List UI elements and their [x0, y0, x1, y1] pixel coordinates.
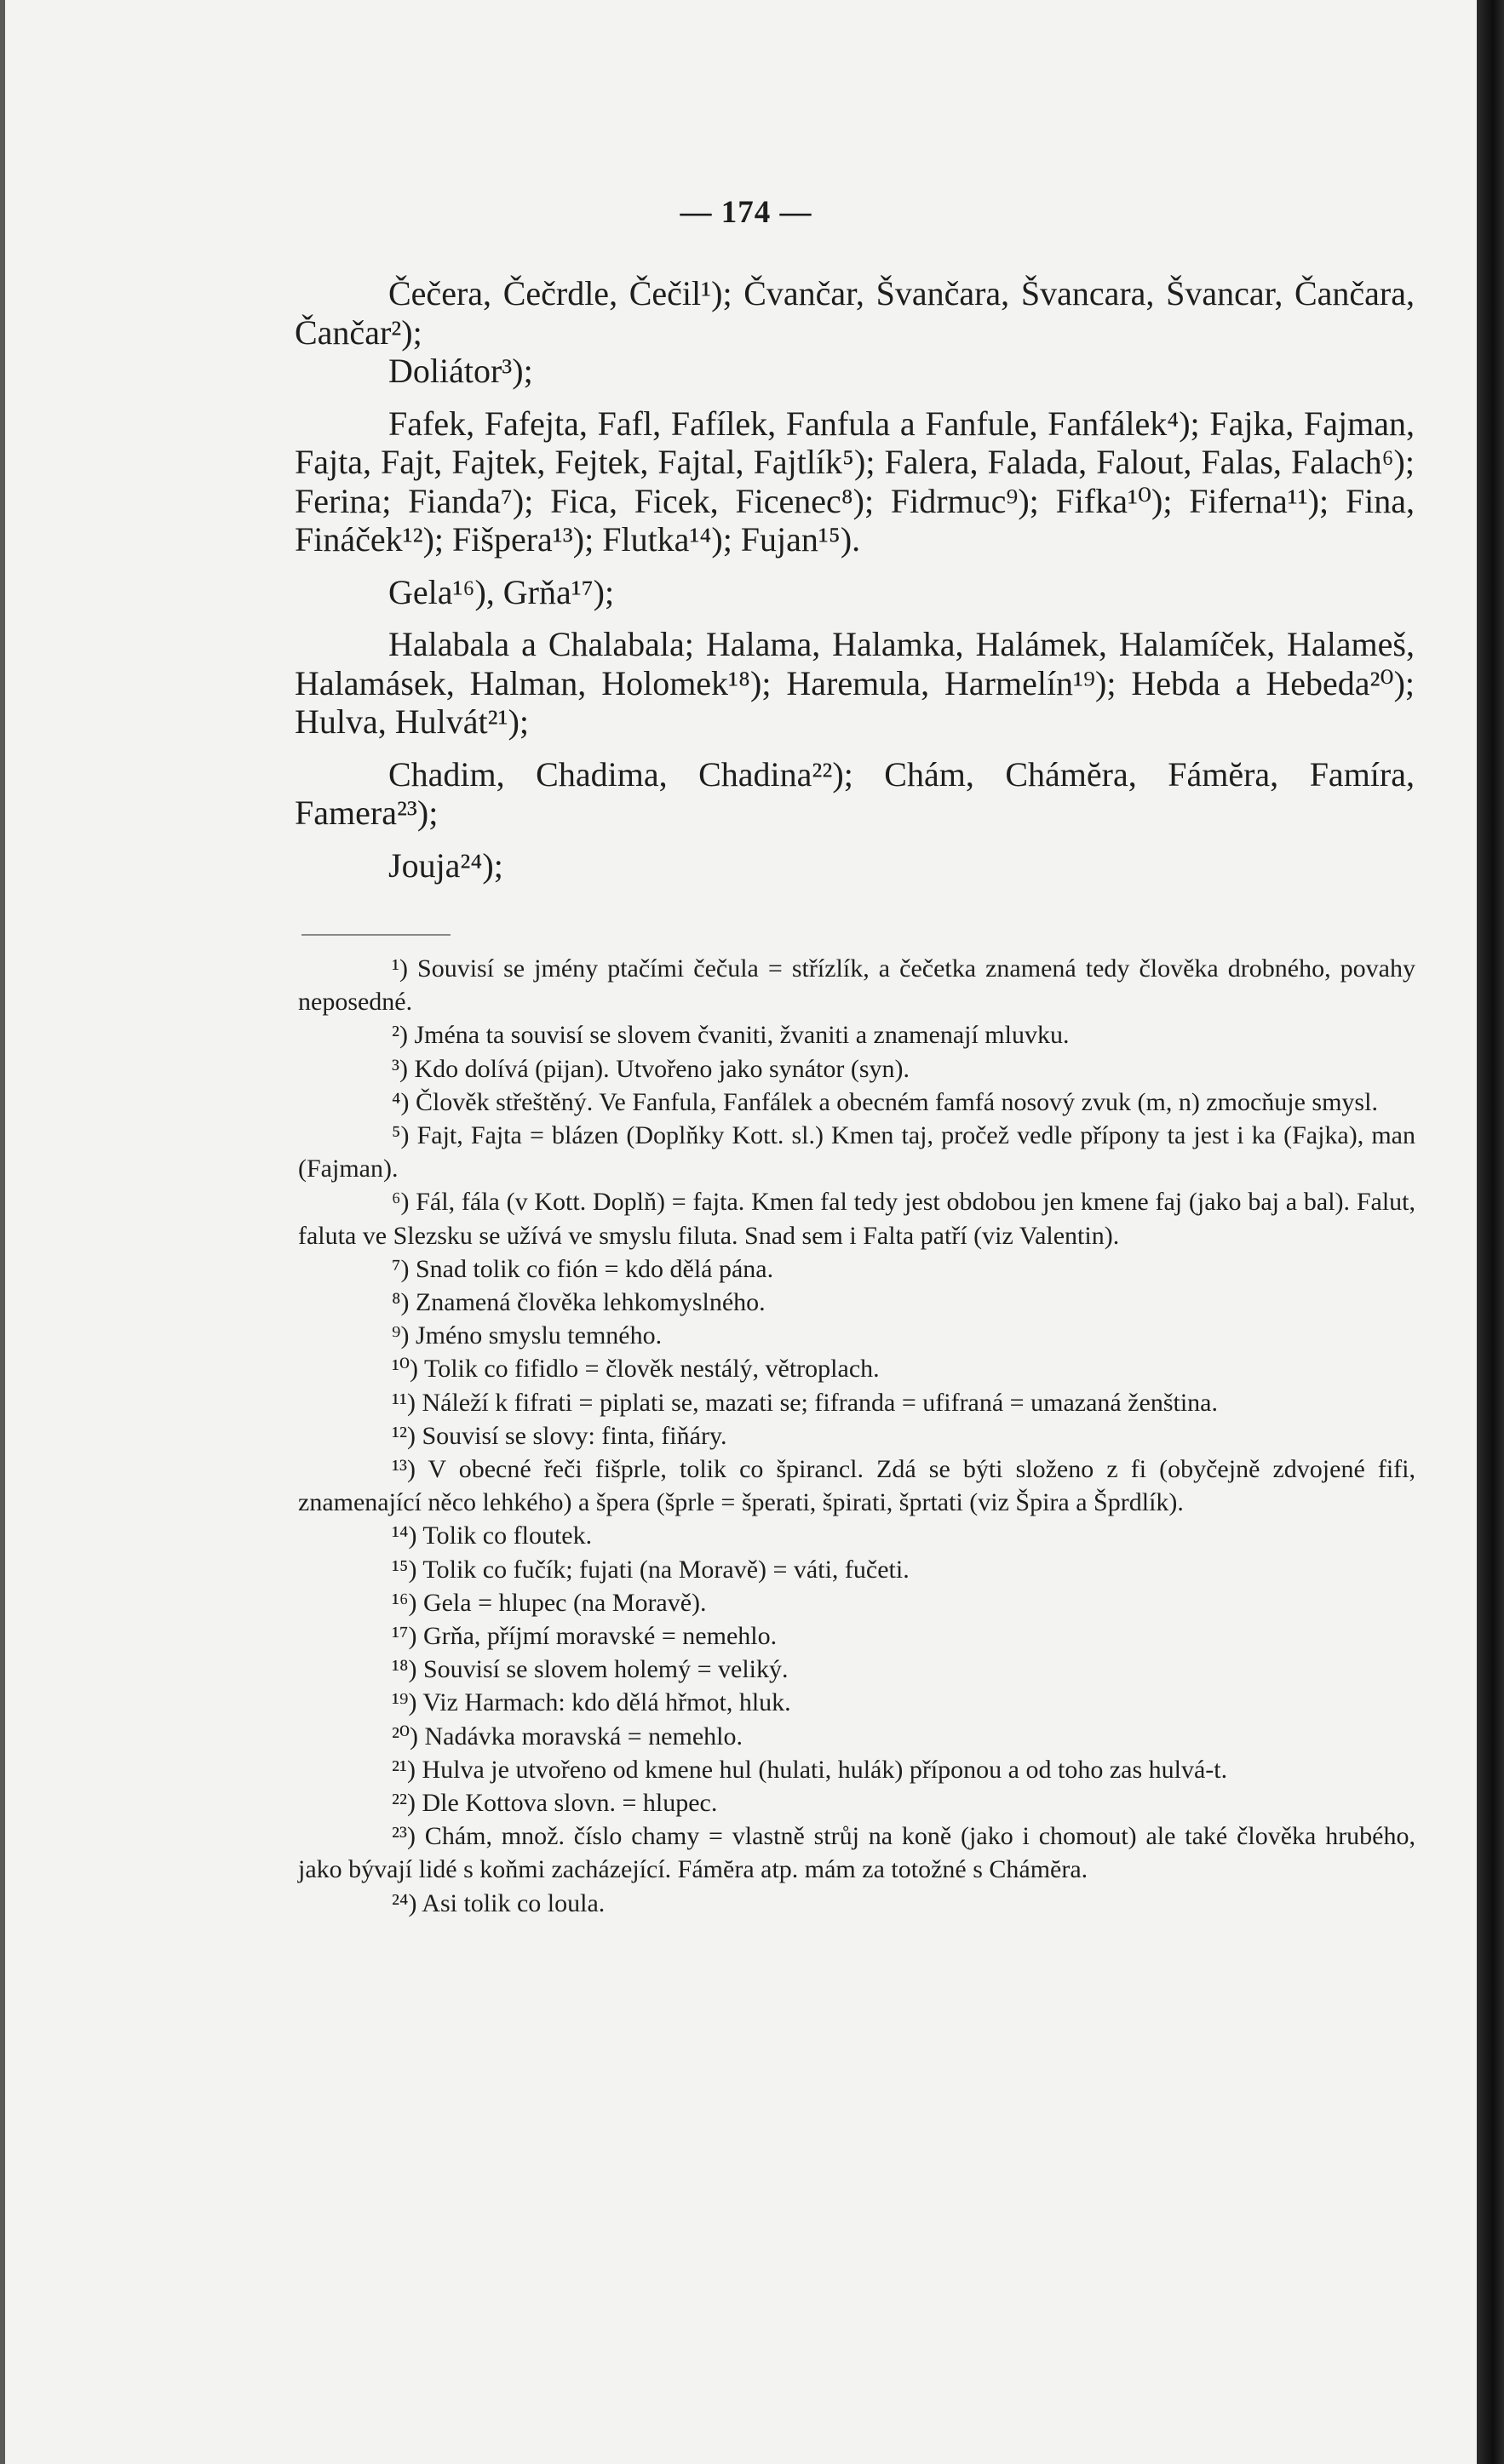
footnotes	[298, 952, 1415, 1920]
paragraph-chadim: Chadim, Chadima, Chadina²²); Chám, Chámĕra, Fámĕra, Famíra, Famera²³);	[295, 754, 1415, 832]
paragraph-halabala: Halabala a Chalabala; Halama, Halamka, Halámek, Halamíček, Halameš, Halamásek, Halman, Holomek¹⁸); Haremula, Harmelín¹⁹); Hebda a Hebeda²⁰); Hulva, Hulvát²¹);	[295, 625, 1415, 741]
paragraph-fafek: Fafek, Fafejta, Fafl, Fafílek, Fanfula a Fanfule, Fanfálek⁴); Fajka, Fajman, Fajta, Fajt, Fajtek, Fejtek, Fajtal, Fajtlík⁵); Falera, Falada, Falout, Falas, Falach⁶); Ferina; Fianda⁷); Fica, Ficek, Ficenec⁸); Fidrmuc⁹); Fifka¹⁰); Fiferna¹¹); Fina, Fináček¹²); Fišpera¹³); Flutka¹⁴); Fujan¹⁵).	[295, 404, 1415, 559]
footnote-19: ¹⁹) Viz Harmach: kdo dělá hřmot, hluk.	[392, 1688, 791, 1717]
footnote-2: ²) Jména ta souvisí se slovem čvaniti, žvaniti a znamenají mluvku.	[392, 1021, 1070, 1050]
footnote-1: ¹) Souvisí se jmény ptačími čečula = střízlík, a čečetka znamená tedy člověka drobného, povahy neposedné.	[298, 954, 1415, 1017]
footnote-5: ⁵) Fajt, Fajta = blázen (Doplňky Kott. sl.) Kmen taj, pročež vedle přípony ta jest i ka (Fajka), man (Fajman).	[298, 1121, 1415, 1183]
footnote-20: ²⁰) Nadávka moravská = nemehlo.	[392, 1722, 743, 1751]
footnote-14: ¹⁴) Tolik co floutek.	[392, 1521, 593, 1550]
footnote-13: ¹³) V obecné řeči fišprle, tolik co špirancl. Zdá se býti složeno z fi (obyčejně zdvojené fifi, znamenající něco lehkého) a špera (šprle = šperati, špirati, šprtati (viz Špira a Šprdlík).	[298, 1455, 1415, 1517]
footnote-8: ⁸) Znamená člověka lehkomyslného.	[392, 1288, 766, 1317]
footnote-17: ¹⁷) Grňa, příjmí moravské = nemehlo.	[392, 1622, 778, 1651]
footnote-18: ¹⁸) Souvisí se slovem holemý = veliký.	[392, 1655, 789, 1684]
footnote-16: ¹⁶) Gela = hlupec (na Moravě).	[392, 1588, 707, 1617]
paragraph-cecera: Čečera, Čečrdle, Čečil¹); Čvančar, Švančara, Švancara, Švancar, Čančara, Čančar²);	[295, 274, 1415, 352]
footnote-15: ¹⁵) Tolik co fučík; fujati (na Moravě) = váti, fučeti.	[392, 1555, 910, 1584]
footnote-22: ²²) Dle Kottova slovn. = hlupec.	[392, 1789, 718, 1818]
footnote-21: ²¹) Hulva je utvořeno od kmene hul (hulati, hulák) příponou a od toho zas hulvá-t.	[392, 1755, 1228, 1784]
footnote-24: ²⁴) Asi tolik co loula.	[392, 1888, 606, 1917]
footnote-9: ⁹) Jméno smyslu temného.	[392, 1321, 663, 1350]
page-edge-shadow	[1477, 0, 1504, 2464]
footnote-23: ²³) Chám, množ. číslo chamy = vlastně strůj na koně (jako i chomout) ale také člověka hrubého, jako bývají lidé s koňmi zacházející. Fámĕra atp. mám za totožné s Chámĕra.	[298, 1822, 1415, 1884]
footnote-6: ⁶) Fál, fála (v Kott. Doplň) = fajta. Kmen fal tedy jest obdobou jen kmene faj (jako baj a bal). Falut, faluta ve Slezsku se užívá ve smyslu filuta. Snad sem i Falta patří (viz Valentin).	[298, 1188, 1415, 1250]
footnote-11: ¹¹) Náleží k fifrati = piplati se, mazati se; fifranda = ufifraná = umazaná ženština.	[392, 1388, 1218, 1417]
footnote-12: ¹²) Souvisí se slovy: finta, fiňáry.	[392, 1421, 727, 1450]
footnote-10: ¹⁰) Tolik co fifidlo = člověk nestálý, větroplach.	[392, 1355, 880, 1384]
paragraph-jouja: Jouja²⁴);	[388, 845, 503, 885]
footnote-rule	[301, 934, 451, 936]
footnote-7: ⁷) Snad tolik co fión = kdo dělá pána.	[392, 1254, 774, 1283]
page-number: — 174 —	[680, 195, 812, 230]
footnote-4: ⁴) Člověk střeštěný. Ve Fanfula, Fanfálek a obecném famfá nosový zvuk (m, n) zmocňuje smysl.	[392, 1087, 1378, 1116]
paragraph-doliator: Doliátor³);	[388, 352, 533, 390]
book-page	[5, 0, 1487, 2464]
paragraph-gela: Gela¹⁶), Grňa¹⁷);	[388, 572, 615, 611]
main-text	[295, 274, 1415, 885]
footnote-3: ³) Kdo dolívá (pijan). Utvořeno jako synátor (syn).	[392, 1054, 910, 1083]
